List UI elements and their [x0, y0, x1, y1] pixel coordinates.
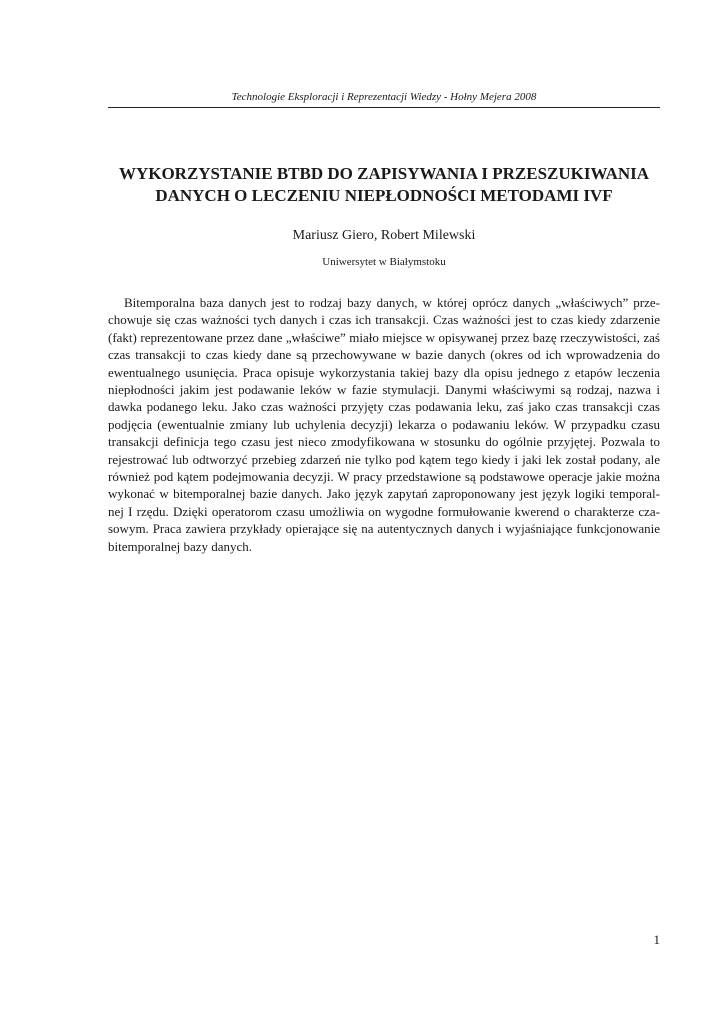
authors: Mariusz Giero, Robert Milewski [292, 228, 476, 243]
abstract-line: chowuje się czas ważności tych danych i czas ich transakcji. Czas ważności jest to czas kiedy zdarzenie [108, 312, 660, 328]
abstract-line: ewentualnego usunięcia. Praca opisuje wykorzystania takiej bazy dla opisu jednego z etapów leczenia [108, 364, 660, 380]
abstract-line: Bitemporalna baza danych jest to rodzaj bazy danych, w której oprócz danych „właściwych” prze- [124, 295, 660, 310]
abstract-line: niepłodności jakim jest podawanie leków w fazie stymulacji. Danymi właściwymi są rodzaj, nazwa i [108, 382, 660, 398]
running-header: Technologie Eksploracji i Reprezentacji Wiedzy - Hołny Mejera 2008 [231, 91, 537, 103]
abstract-line: (fakt) reprezentowane przez dane „właściwe” miało miejsce w opisywanej przez bazę rzeczywistości, zaś [108, 329, 660, 345]
abstract-line: podjęcia (ewentualnie zmiany lub uchylenia decyzji) lekarza o podawaniu leków. W przypadku czasu [108, 416, 660, 432]
paper-title [100, 163, 668, 207]
abstract-line: rejestrować lub odtworzyć przebieg zdarzeń nie tylko pod kątem tego kiedy i jaki lek został podany, ale [108, 451, 660, 467]
affiliation: Uniwersytet w Białymstoku [322, 256, 446, 268]
header-rule [108, 107, 660, 108]
abstract-line: nej I rzędu. Dzięki operatorom czasu umożliwia on wygodne formułowanie kwerend o charakterze cza- [108, 503, 660, 519]
title-line: DANYCH O LECZENIU NIEPŁODNOŚCI METODAMI IVF [155, 186, 613, 205]
abstract-line: sowym. Praca zawiera przykłady opierające się na autentycznych danych i wyjaśniające funkcjonowanie [108, 521, 660, 537]
abstract-line: wykonać w bitemporalnej bazie danych. Jako język zapytań zaproponowany jest język logiki temporal- [108, 486, 660, 502]
abstract [108, 294, 660, 555]
abstract-line: czas transakcji to czas kiedy dane są przechowywane w bazie danych (okres od ich wprowadzenia do [108, 347, 660, 363]
abstract-line: transakcji definicja tego czasu jest nieco zmodyfikowana w stosunku do ogólnie przyjętej. Pozwala to [108, 434, 660, 450]
title-line: WYKORZYSTANIE BTBD DO ZAPISYWANIA I PRZESZUKIWANIA [118, 164, 650, 183]
abstract-line: również pod kątem podejmowania decyzji. W pracy przedstawione są podstawowe operacje jakie można [108, 469, 660, 485]
abstract-line: bitemporalnej bazy danych. [108, 538, 253, 554]
abstract-line: dawka podanego leku. Jako czas ważności przyjęty czas podawania leku, zaś jako czas transakcji czas [108, 399, 660, 415]
page-number: 1 [653, 932, 660, 947]
